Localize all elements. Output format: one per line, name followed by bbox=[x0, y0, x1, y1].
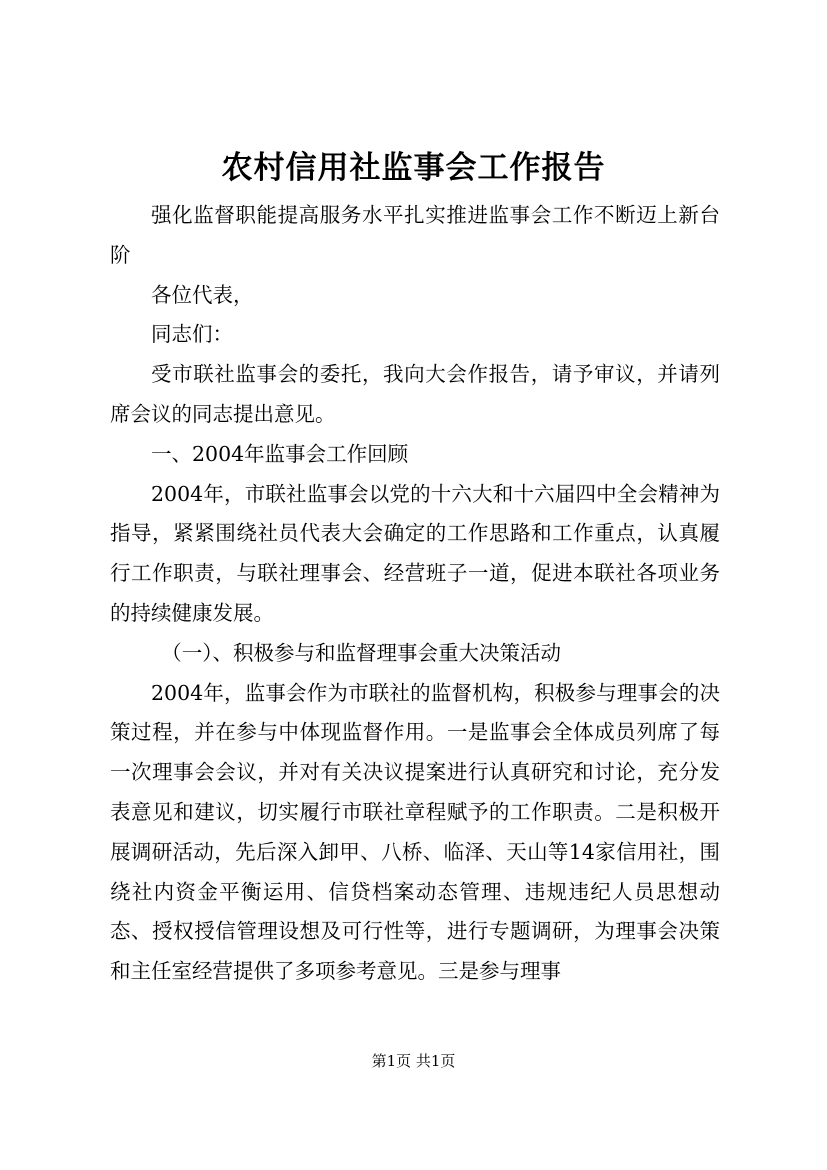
salutation-representatives: 各位代表， bbox=[151, 282, 254, 307]
document-title: 农村信用社监事会工作报告 bbox=[221, 150, 606, 186]
decision-paragraph: 2004年，监事会作为市联社的监督机构，积极参与理事会的决策过程，并在参与中体现监督作用。一是监事会全体成员列席了每一次理事会会议，并对有关决议提案进行认真研究和讨论，充分发表意见和建议，切实履行市联社章程赋予的工作职责。二是积极开展调研活动，先后深入卸甲、八桥、临泽、天山等14家信用社，围绕社内资金平衡运用、信贷档案动态管理、违规违纪人员思想动态、授权授信管理设想及可行性等，进行专题调研，为理事会决策和主任室经营提供了多项参考意见。三是参与理事 bbox=[110, 680, 720, 984]
page-footer: 第1页 共1页 bbox=[371, 1052, 456, 1070]
review-paragraph: 2004年，市联社监事会以党的十六大和十六届四中全会精神为指导，紧紧围绕社员代表大会确定的工作思路和工作重点，认真履行工作职责，与联社理事会、经营班子一道，促进本联社各项业务的持续健康发展。 bbox=[110, 481, 720, 625]
salutation-comrades: 同志们： bbox=[151, 322, 233, 347]
subsection-heading-decision: （一）、积极参与和监督理事会重大决策活动 bbox=[161, 640, 561, 665]
subtitle-paragraph: 强化监督职能提高服务水平扎实推进监事会工作不断迈上新台阶 bbox=[110, 203, 720, 267]
intro-paragraph: 受市联社监事会的委托，我向大会作报告，请予审议，并请列席会议的同志提出意见。 bbox=[110, 362, 720, 426]
section-heading-review: 一、2004年监事会工作回顾 bbox=[151, 441, 409, 466]
document-body bbox=[110, 196, 720, 992]
